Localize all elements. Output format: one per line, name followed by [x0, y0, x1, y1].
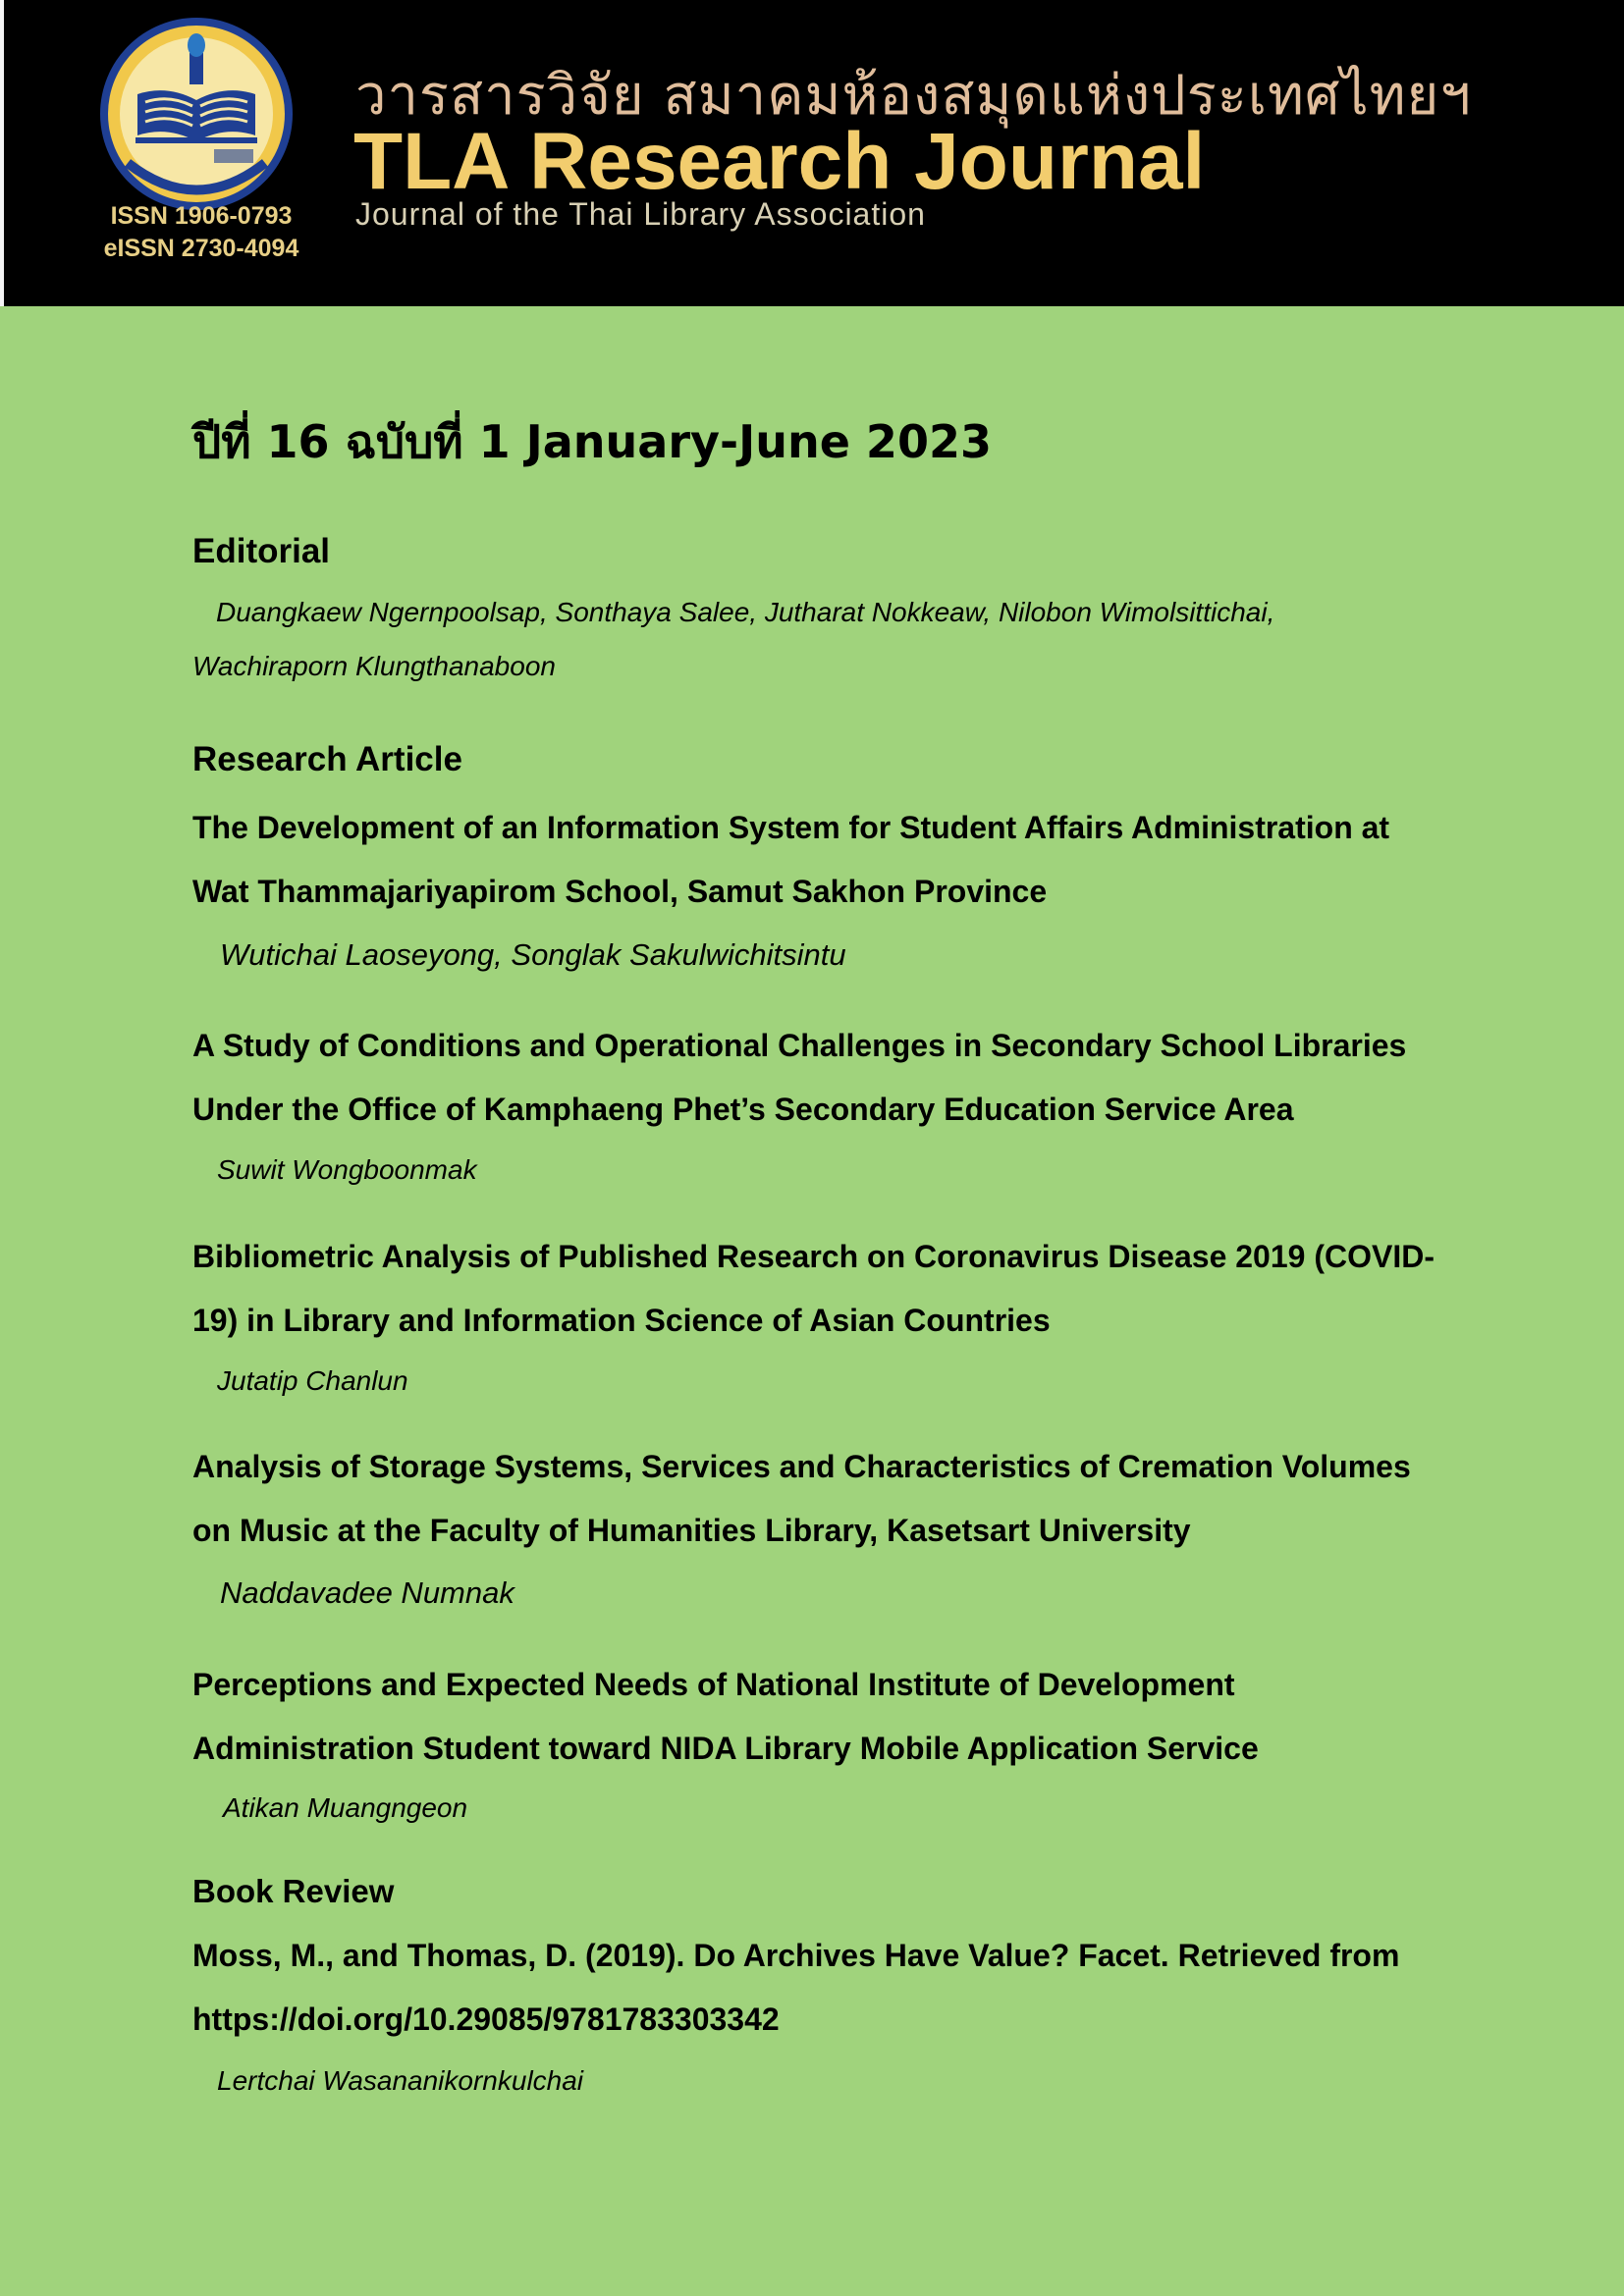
- book-review-author: Lertchai Wasananikornkulchai: [217, 2065, 584, 2096]
- issn-electronic: eISSN 2730-4094: [103, 235, 299, 262]
- issn-print: ISSN 1906-0793: [110, 202, 293, 230]
- journal-thai-name: วารสารวิจัย สมาคมห้องสมุดแห่งประเทศไทยฯ: [355, 64, 1472, 128]
- editorial-authors-cont: Wachiraporn Klungthanaboon: [192, 651, 556, 681]
- section-research-article: Research Article: [192, 740, 462, 778]
- article-title: Bibliometric Analysis of Published Research on Coronavirus Disease 2019 (COVID-: [192, 1239, 1435, 1274]
- section-editorial: Editorial: [192, 532, 331, 570]
- article-authors: Atikan Muangngeon: [223, 1792, 468, 1823]
- article-authors: Suwit Wongboonmak: [217, 1154, 477, 1185]
- association-seal-logo: [98, 16, 295, 212]
- article-title: on Music at the Faculty of Humanities Library, Kasetsart University: [192, 1513, 1191, 1548]
- book-review-doi-link[interactable]: https://doi.org/10.29085/9781783303342: [192, 2002, 780, 2037]
- editorial-authors: Duangkaew Ngernpoolsap, Sonthaya Salee, Jutharat Nokkeaw, Nilobon Wimolsittichai,: [216, 597, 1275, 627]
- article-authors: Wutichai Laoseyong, Songlak Sakulwichitsintu: [220, 937, 846, 972]
- journal-subtitle: Journal of the Thai Library Association: [355, 196, 926, 232]
- issue-heading: ปีที่ 16 ฉบับที่ 1 January-June 2023: [192, 415, 992, 468]
- article-title: The Development of an Information System for Student Affairs Administration at: [192, 810, 1390, 845]
- article-title: Perceptions and Expected Needs of National Institute of Development: [192, 1667, 1235, 1702]
- article-authors: Jutatip Chanlun: [217, 1365, 408, 1396]
- book-review-citation: Moss, M., and Thomas, D. (2019). Do Archives Have Value? Facet. Retrieved from: [192, 1938, 1400, 1973]
- article-title: 19) in Library and Information Science of Asian Countries: [192, 1303, 1051, 1338]
- article-title: Administration Student toward NIDA Library Mobile Application Service: [192, 1731, 1259, 1766]
- article-title: Under the Office of Kamphaeng Phet’s Secondary Education Service Area: [192, 1092, 1294, 1127]
- article-title: Wat Thammajariyapirom School, Samut Sakhon Province: [192, 874, 1048, 909]
- article-title: Analysis of Storage Systems, Services and Characteristics of Cremation Volumes: [192, 1449, 1411, 1484]
- article-authors: Naddavadee Numnak: [220, 1575, 514, 1610]
- article-title: A Study of Conditions and Operational Challenges in Secondary School Libraries: [192, 1028, 1407, 1063]
- section-book-review: Book Review: [192, 1873, 395, 1909]
- journal-title: TLA Research Journal: [353, 117, 1206, 206]
